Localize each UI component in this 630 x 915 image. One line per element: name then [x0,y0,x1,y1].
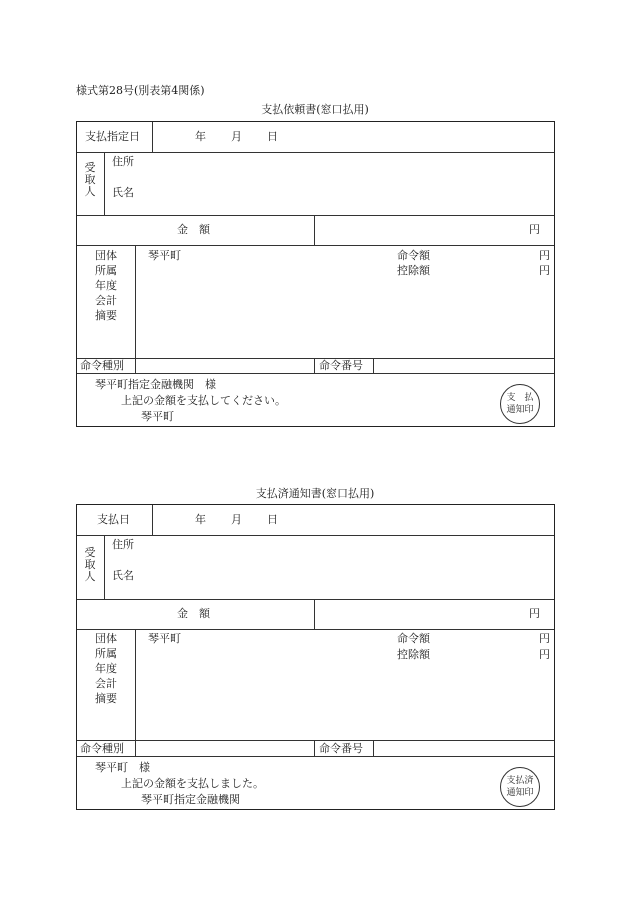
deduction-label: 控除額 [397,264,430,277]
info-label-summary: 摘要 [95,692,117,705]
payment-date-label: 支払日 [97,513,130,526]
info-label-fiscal-year: 年度 [95,279,117,292]
month-label: 月 [231,513,242,526]
order-number-label: 命令番号 [319,359,363,372]
payment-completed-form [76,504,555,810]
stamp-circle [500,384,540,424]
amount-label: 金 額 [177,607,210,620]
day-label: 日 [267,130,278,143]
amount-yen: 円 [529,223,540,236]
stamp-text-bottom: 通知印 [506,788,534,798]
year-label: 年 [195,513,206,526]
info-label-fiscal-year: 年度 [95,662,117,675]
deduction-yen: 円 [539,648,550,661]
stamp-text-bottom: 通知印 [506,405,534,415]
deduction-yen: 円 [539,264,550,277]
order-type-label: 命令種別 [80,742,124,755]
day-label: 日 [267,513,278,526]
name-label: 氏名 [112,569,134,582]
footer-instruction: 上記の金額を支払しました。 [121,777,264,790]
payment-date-label: 支払指定日 [85,130,140,143]
stamp-text-top: 支 払 [506,393,534,403]
info-label-department: 所属 [95,264,117,277]
stamp-text-top: 支払済 [506,776,534,786]
amount-label: 金 額 [177,223,210,236]
footer-issuer: 琴平町指定金融機関 [141,793,240,806]
info-label-account: 会計 [95,294,117,307]
address-label: 住所 [112,155,134,168]
year-label: 年 [195,130,206,143]
form-number: 様式第28号(別表第4関係) [76,84,205,97]
form1-title: 支払依頼書(窓口払用) [261,103,369,116]
address-label: 住所 [112,538,134,551]
order-type-label: 命令種別 [80,359,124,372]
order-amount-yen: 円 [539,632,550,645]
info-label-department: 所属 [95,647,117,660]
deduction-label: 控除額 [397,648,430,661]
footer-addressee: 琴平町 様 [95,761,150,774]
footer-addressee: 琴平町指定金融機関 様 [95,378,216,391]
payee-label: 受取人 [84,546,96,583]
month-label: 月 [231,130,242,143]
form2-title: 支払済通知書(窓口払用) [255,487,375,500]
order-amount-label: 命令額 [397,632,430,645]
town-name: 琴平町 [148,632,181,645]
info-label-summary: 摘要 [95,309,117,322]
order-number-label: 命令番号 [319,742,363,755]
order-amount-label: 命令額 [397,249,430,262]
town-name: 琴平町 [148,249,181,262]
footer-instruction: 上記の金額を支払してください。 [121,394,286,407]
info-label-group: 団体 [95,249,117,262]
footer-issuer: 琴平町 [141,410,174,423]
name-label: 氏名 [112,186,134,199]
info-label-group: 団体 [95,632,117,645]
payment-request-form [76,121,555,427]
payee-label: 受取人 [84,161,96,198]
amount-yen: 円 [529,607,540,620]
stamp-circle [500,767,540,807]
info-label-account: 会計 [95,677,117,690]
order-amount-yen: 円 [539,249,550,262]
